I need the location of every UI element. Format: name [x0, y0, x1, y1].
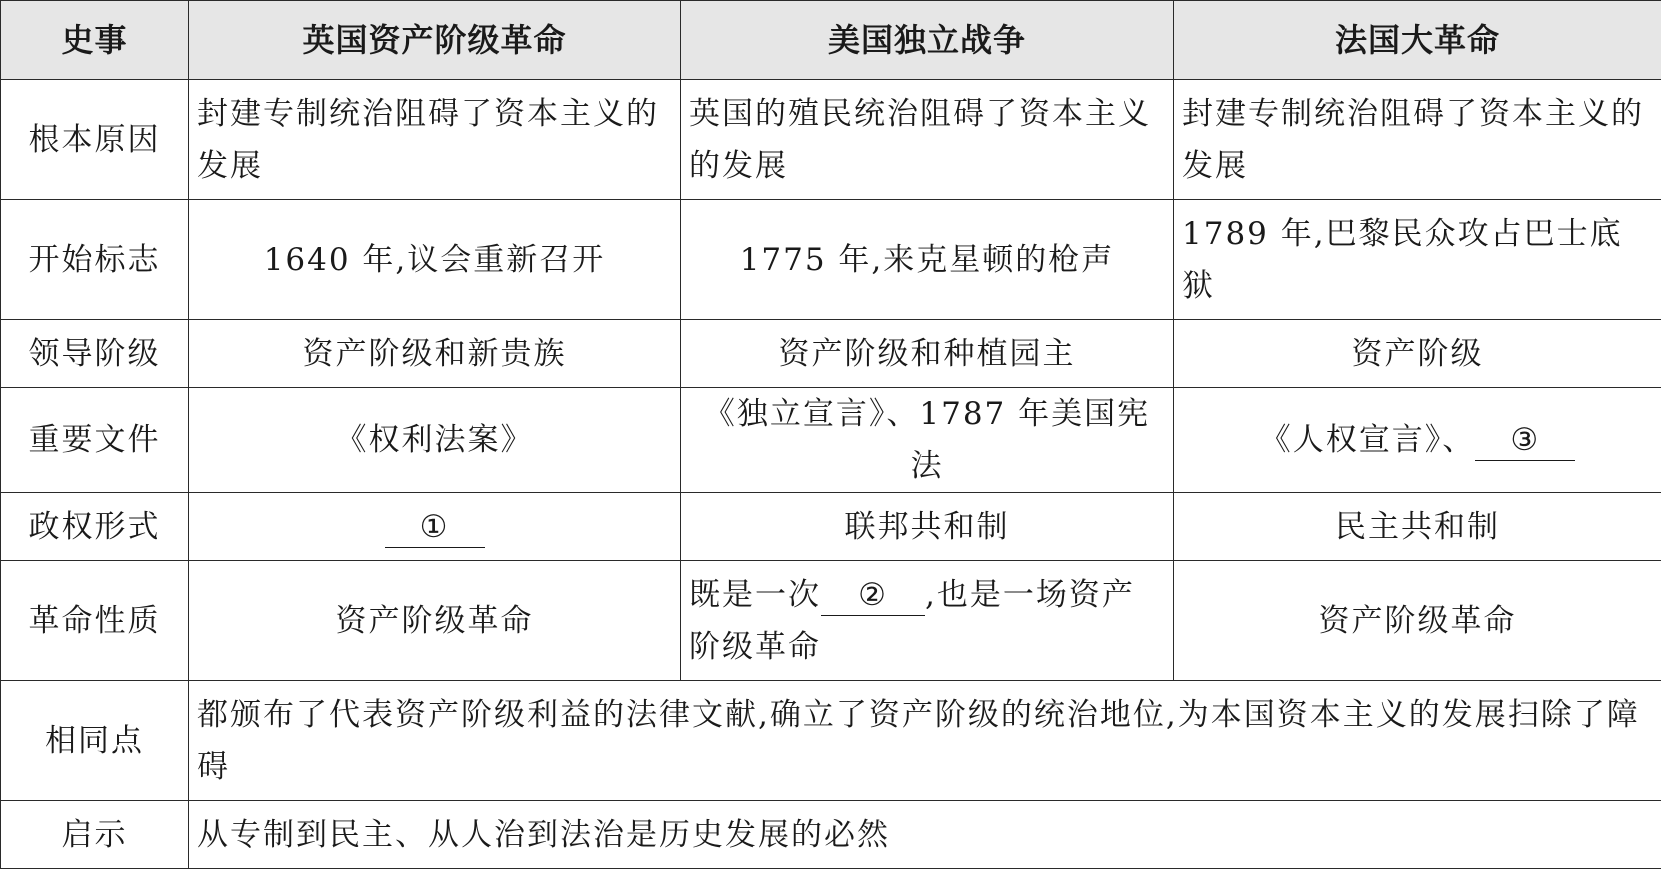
row-common: [1, 681, 1661, 801]
cell-start-england: 1640 年,议会重新召开: [189, 200, 681, 320]
table-header: [1, 1, 1661, 80]
nature-america-prefix: 既是一次: [689, 576, 821, 613]
cell-leader-france: 资产阶级: [1174, 320, 1661, 388]
table-body: [1, 80, 1661, 869]
cell-documents-france: [1174, 388, 1661, 493]
cell-nature-america: [681, 561, 1174, 681]
cell-start-france: 1789 年,巴黎民众攻占巴士底狱: [1174, 200, 1661, 320]
cell-start-america: 1775 年,来克星顿的枪声: [681, 200, 1174, 320]
cell-cause-england: 封建专制统治阻碍了资本主义的发展: [189, 80, 681, 200]
header-french-revolution: 法国大革命: [1174, 1, 1661, 80]
row-nature: [1, 561, 1661, 681]
cell-nature-england: 资产阶级革命: [189, 561, 681, 681]
row-label-government: 政权形式: [1, 493, 189, 561]
row-label-documents: 重要文件: [1, 388, 189, 493]
header-event: 史事: [1, 1, 189, 80]
cell-documents-england: 《权利法案》: [189, 388, 681, 493]
row-label-leader: 领导阶级: [1, 320, 189, 388]
cell-documents-america: 《独立宣言》、1787 年美国宪法: [681, 388, 1174, 493]
row-cause: [1, 80, 1661, 200]
row-label-start: 开始标志: [1, 200, 189, 320]
documents-france-prefix: 《人权宣言》、: [1259, 422, 1476, 458]
cell-nature-france: 资产阶级革命: [1174, 561, 1661, 681]
cell-cause-france: 封建专制统治阻碍了资本主义的发展: [1174, 80, 1661, 200]
blank-2: ②: [821, 575, 925, 616]
cell-leader-england: 资产阶级和新贵族: [189, 320, 681, 388]
row-documents: [1, 388, 1661, 493]
row-government: [1, 493, 1661, 561]
row-leader: [1, 320, 1661, 388]
row-label-common: 相同点: [1, 681, 189, 801]
row-label-lesson: 启示: [1, 801, 189, 869]
cell-government-england: [189, 493, 681, 561]
cell-lesson-text: 从专制到民主、从人治到法治是历史发展的必然: [189, 801, 1661, 869]
nature-america-suffix: ,也是一场资产阶级革命: [689, 576, 1135, 665]
cell-government-america: 联邦共和制: [681, 493, 1174, 561]
row-label-cause: 根本原因: [1, 80, 189, 200]
header-row: [1, 1, 1661, 80]
blank-3: ③: [1475, 420, 1575, 461]
cell-leader-america: 资产阶级和种植园主: [681, 320, 1174, 388]
header-english-revolution: 英国资产阶级革命: [189, 1, 681, 80]
row-start: [1, 200, 1661, 320]
cell-cause-america: 英国的殖民统治阻碍了资本主义的发展: [681, 80, 1174, 200]
header-american-independence: 美国独立战争: [681, 1, 1174, 80]
cell-common-text: 都颁布了代表资产阶级利益的法律文献,确立了资产阶级的统治地位,为本国资本主义的发展扫除了障碍: [189, 681, 1661, 801]
row-lesson: [1, 801, 1661, 869]
row-label-nature: 革命性质: [1, 561, 189, 681]
blank-1: ①: [385, 507, 485, 548]
cell-government-france: 民主共和制: [1174, 493, 1661, 561]
